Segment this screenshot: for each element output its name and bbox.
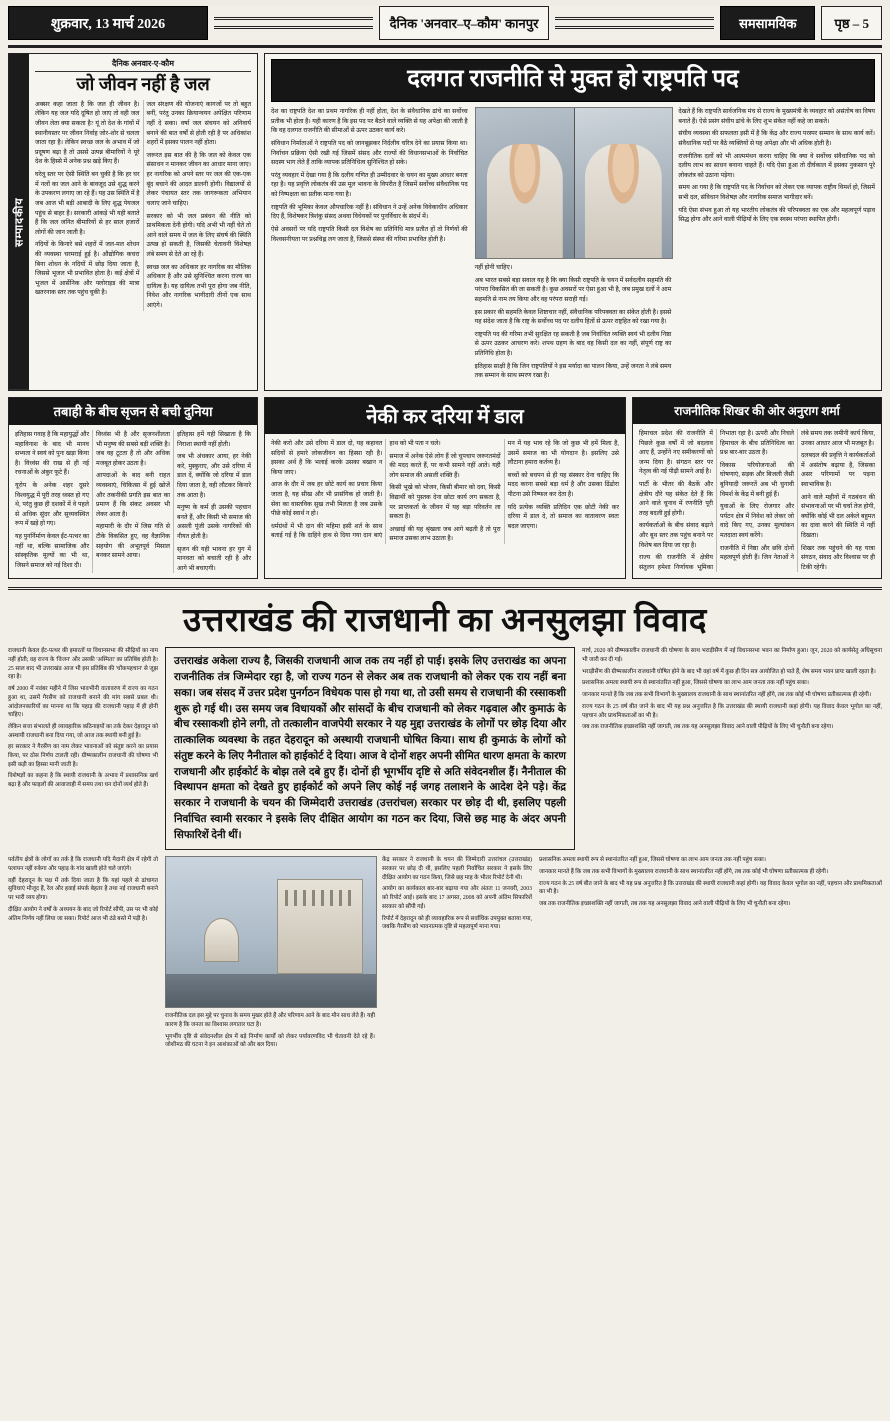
- lead-paragraph: ऐसे अवसरों पर यदि राष्ट्रपति किसी दल विशेष का प्रतिनिधि मात्र प्रतीत हों तो निर्णयों की विश्वसनीयता पर प्रश्नचिह्न लग जाता है, जिससे संस्था की गरिमा प्रभावित होती है।: [271, 225, 468, 243]
- editorial-body: [29, 54, 257, 390]
- article-paragraph: हिमाचल प्रदेश की राजनीति में पिछले कुछ वर्षों में जो बदलाव आए हैं, उन्होंने नए समीकरणों को जन्म दिया है। संगठन स्तर पर नेतृत्व की नई पीढ़ी सामने आई है।: [639, 429, 713, 476]
- article-paragraph: इतिहास हमें यही सिखाता है कि निराशा स्थायी नहीं होती।: [177, 430, 251, 448]
- feature-lower-mid-column: [382, 856, 532, 1053]
- feature-paragraph: पर्वतीय क्षेत्रों के लोगों का तर्क है कि राजधानी यदि मैदानी क्षेत्र में रहेगी तो पलायन नहीं रुकेगा और पहाड़ के गांव खाली होते चले जाएंगे।: [8, 857, 158, 873]
- article-paragraph: सृजन की यही भावना हर युग में मानवता को बचाती रही है और आगे भी बचाएगी।: [177, 545, 251, 572]
- feature-paragraph: केंद्र सरकार ने राजधानी के चयन की जिम्मेदारी उत्तरांचल (उत्तराखंड) सरकार पर छोड़ दी थी, इसलिए पहली निर्वाचित सरकार ने इसके लिए दीक्षित आयोग का गठन किया, जिसे छह माह के भीतर रिपोर्ट देनी थी।: [382, 857, 532, 881]
- feature-right-column: [582, 647, 882, 850]
- photo-person-left: [476, 108, 575, 258]
- lead-paragraph: नहीं होनी चाहिए।: [474, 264, 513, 272]
- article-text-disaster: [9, 425, 257, 574]
- top-zone: [8, 53, 882, 391]
- lead-paragraph: संघीय व्यवस्था की सफलता इसी में है कि केंद्र और राज्य परस्पर सम्मान के साथ कार्य करें। संवैधानिक पदों पर बैठे व्यक्तियों से यह अपेक्षा और भी अधिक होती है।: [678, 130, 876, 148]
- feature-lower-left-column: [8, 856, 158, 1053]
- article-paragraph: मन में यह भाव रहे कि जो कुछ भी हमें मिला है, उसमें समाज का भी योगदान है। इसलिए उसे लौटाना हमारा कर्तव्य है।: [507, 439, 619, 467]
- feature-paragraph: जानकार मानते हैं कि जब तक सभी विभागों के मुख्यालय राजधानी के साथ स्थानांतरित नहीं होंगे, तब तक कोई भी घोषणा प्रतीकात्मक ही रहेगी।: [539, 869, 829, 876]
- feature-paragraph: राज्य गठन के 25 वर्ष बीत जाने के बाद भी यह प्रश्न अनुत्तरित है कि उत्तराखंड की स्थायी राजधानी कहां होगी। यह विवाद केवल भूगोल का नहीं, पहचान और प्राथमिकताओं का भी है।: [539, 880, 882, 896]
- masthead-section: समसामयिक: [720, 6, 815, 40]
- masthead-page-number: पृष्ठ – 5: [821, 6, 882, 40]
- feature-paragraph: दीक्षित आयोग ने वर्षों के अध्ययन के बाद जो रिपोर्ट सौंपी, उस पर भी कोई अंतिम निर्णय नहीं लिया जा सका। रिपोर्ट आज भी ठंडे बस्ते में पड़ी है।: [8, 906, 158, 922]
- lead-paragraph: अब भारत सबसे बड़ा सवाल यह है कि क्या किसी राष्ट्रपति के चयन में सर्वदलीय सहमति की परंपरा विकसित की जा सकती है। कुछ अवसरों पर ऐसा हुआ भी है, जब प्रमुख दलों ने आम सहमति से नाम तय किया और वह परंपरा सराही गई।: [474, 276, 672, 304]
- article-paragraph: समाज में अनेक ऐसे लोग हैं जो चुपचाप जरूरतमंदों की मदद करते हैं, पर कभी सामने नहीं आते। यही लोग समाज की असली शक्ति हैं।: [389, 452, 501, 479]
- masthead-date: शुक्रवार, 13 मार्च 2026: [8, 6, 208, 40]
- article-box-politics: [632, 397, 882, 580]
- photo-ground: [166, 974, 376, 1007]
- lead-column-2: [475, 107, 672, 384]
- photo-dome: [204, 918, 240, 962]
- article-box-disaster: [8, 397, 258, 580]
- lead-paragraph: देश का राष्ट्रपति देश का प्रथम नागरिक ही नहीं होता, देश के संवैधानिक ढांचे का सर्वोच्च प्रतीक भी होता है। यही कारण है कि इस पद पर बैठने वाले व्यक्ति से यह अपेक्षा की जाती है कि वह दलगत राजनीति की सीमाओं से ऊपर उठकर कार्य करे।: [271, 108, 468, 135]
- feature-paragraph: लेकिन सत्ता संभालते ही व्यावहारिक कठिनाइयों का तर्क देकर देहरादून को अस्थायी राजधानी बना दिया गया, जो आज तक स्थायी बनी हुई है।: [8, 723, 158, 739]
- feature-lower-right-column: [539, 856, 882, 1053]
- feature-paragraph: राजनीतिक दल इस मुद्दे पर चुनाव के समय मुखर होते हैं और परिणाम आने के बाद मौन साध लेते हैं। यही कारण है कि जनता का विश्वास लगातार घटा है।: [165, 1013, 375, 1029]
- article-paragraph: धर्मग्रंथों में भी दान की महिमा इसी शर्त के साथ बताई गई है कि दाहिने हाथ से दिया गया दान बाएं हाथ को भी पता न चले।: [271, 439, 441, 540]
- editorial-paragraph: घरेलू स्तर पर ऐसी स्थिति बन चुकी है कि हर घर में नलों का जल आने के बावजूद उसे शुद्ध करने के उपकरण लगाए जा रहे हैं। यह उस स्थिति में है जब आज भी बड़ी आबादी के लिए शुद्ध पेयजल पहुंच से बाहर है। सरकारी आंकड़े भी यही बताते हैं कि जल जनित बीमारियों से हर साल हजारों लोगों की जान जाती है।: [35, 171, 140, 236]
- feature-left-column: [8, 647, 158, 850]
- editorial-paragraph: स्वच्छ जल का अधिकार हर नागरिक का मौलिक अधिकार है और उसे सुनिश्चित करना राज्य का दायित्व है। यह दायित्व तभी पूरा होगा जब नीति, निवेश और नागरिक भागीदारी तीनों एक साथ आएंगे।: [146, 263, 251, 309]
- article-title-disaster: तबाही के बीच सृजन से बची दुनिया: [9, 398, 257, 425]
- article-paragraph: यूरोप के अनेक शहर दूसरे विश्वयुद्ध में पूरी तरह ध्वस्त हो गए थे, परंतु कुछ ही दशकों में वे पहले से अधिक सुंदर और सुव्यवस्थित रूप में खड़े हो गए।: [15, 481, 89, 528]
- article-paragraph: विकास परियोजनाओं की घोषणाएं, सड़क और बिजली जैसी बुनियादी जरूरतें अब भी चुनावी विमर्श के केंद्र में बनी हुई हैं।: [720, 461, 794, 498]
- article-paragraph: पार्टी के भीतर की बैठकें और क्षेत्रीय दौरे यह संकेत देते हैं कि आने वाले चुनाव में रणनीति पूरी तरह बदली हुई होगी।: [639, 480, 713, 517]
- article-text-politics: [633, 424, 881, 573]
- photo-building: [277, 879, 363, 974]
- lead-paragraph: इतिहास साक्षी है कि जिन राष्ट्रपतियों ने इस मर्यादा का पालन किया, उन्हें जनता ने लंबे समय तक सम्मान के साथ स्मरण रखा है।: [474, 362, 672, 380]
- feature-photo-column: [165, 856, 375, 1053]
- masthead-divider: [8, 45, 882, 48]
- article-title-neki: नेकी कर दरिया में डाल: [265, 398, 625, 434]
- feature-photo-caption-text: [165, 1012, 375, 1050]
- feature-standfirst: उत्तराखंड अकेला राज्य है, जिसकी राजधानी आज तक तय नहीं हो पाई। इसके लिए उत्तराखंड का अपना राजनीतिक तंत्र जिम्मेदार रहा है, जो राज्य गठन से लेकर अब तक राजधानी को लेकर एक राय नहीं बना सका। जब संसद में उत्तर प्रदेश पुनर्गठन विधेयक पास हो गया था, तो उसी समय से राजधानी की रस्साकशी शुरू हो गई थी। उस समय जब विधायकों और सांसदों के बीच राजधानी को लेकर गढ़वाल और कुमाऊं के बीच रस्साकशी होने लगी, तो तत्कालीन वाजपेयी सरकार ने यह मुद्दा उत्तराखंड के लोगों पर छोड़ दिया और तात्कालिक व्यवस्था के तहत देहरादून को अस्थायी राजधानी घोषित किया। साथ ही कुमाऊं के लोगों को संतुष्ट करने के लिए नैनीताल को हाईकोर्ट दे दिया। आज वे दोनों शहर अपनी सीमित धारण क्षमता के कारण राजधानी और हाईकोर्ट के बोझ तले दबे हुए हैं। दोनों ही भूगर्भीय दृष्टि से अति संवेदनशील हैं। नैनीताल की विस्थापन क्षमता को देखते हुए हाईकोर्ट को अपने लिए कोई नई जगह तलाशने के आदेश देने पड़े। केंद्र सरकार ने राजधानी के चयन की जिम्मेदारी उत्तराखंड (उत्तरांचल) सरकार पर छोड़ दी थी, इसलिए पहली निर्वाचित स्वामी सरकार ने इसके लिए दीक्षित आयोग का गठन कर दिया, जिसे छह माह के अंदर अपनी सिफारिशें देनी थीं।: [165, 647, 575, 850]
- feature-paragraph: विशेषज्ञों का कहना है कि स्थायी राजधानी के अभाव में प्रशासनिक खर्च बढ़ा है और फाइलों की आवाजाही में समय तथा धन दोनों व्यर्थ होते हैं।: [8, 773, 158, 789]
- article-paragraph: युवाओं के लिए रोजगार और पर्यटन क्षेत्र में निवेश को लेकर जो वादे किए गए, उनका मूल्यांकन मतदाता स्वयं करेंगे।: [720, 503, 794, 539]
- feature-paragraph: वर्ष 2000 में नवंबर महीने में जिस भावभीनी वातावरण में राज्य का गठन हुआ था, उसमें गैरसैंण को राजधानी बनाने की मांग सबसे प्रबल थी। आंदोलनकारियों का मानना था कि पहाड़ की राजधानी पहाड़ में ही होनी चाहिए।: [8, 686, 158, 719]
- feature-paragraph: प्रशासनिक अमला स्थायी रूप से स्थानांतरित नहीं हुआ, जिससे घोषणा का लाभ आम जनता तक नहीं पहुंच सका।: [539, 857, 766, 864]
- lead-paragraph: राष्ट्रपति की भूमिका केवल औपचारिक नहीं है। संविधान ने उन्हें अनेक विवेकाधीन अधिकार दिए हैं, विशेषकर त्रिशंकु संसद अथवा विधेयकों पर पुनर्विचार के संदर्भ में।: [271, 203, 468, 221]
- photo-person-right: [575, 108, 673, 258]
- feature-paragraph: आयोग का कार्यकाल बार-बार बढ़ाया गया और अंततः 11 जनवरी, 2003 को रिपोर्ट आई। इसके बाद 17 अगस्त, 2008 को अपनी अंतिम सिफारिशें सरकार को सौंपी गईं।: [382, 886, 532, 910]
- masthead: [8, 6, 882, 40]
- article-paragraph: इतिहास गवाह है कि महायुद्धों और महाविनाश के बाद भी मानव सभ्यता ने स्वयं को पुनः खड़ा किया है। विध्वंस की राख से ही नई रचनाओं के अंकुर फूटे हैं।: [15, 430, 90, 477]
- feature-bottom-grid: [8, 856, 882, 1053]
- editorial-paragraph: सरकार को भी जल प्रबंधन की नीति को प्राथमिकता देनी होगी। यदि अभी भी नहीं चेते तो आने वाले समय में जल के लिए संघर्ष की स्थिति उत्पन्न हो सकती है, जिसकी चेतावनी विशेषज्ञ लंबे समय से देते आ रहे हैं।: [146, 212, 251, 258]
- lead-paragraph: देखते हैं कि राष्ट्रपति सार्वजनिक मंच से राज्य के मुख्यमंत्री के व्यवहार को असंतोष का विषय बनाते हैं। ऐसे प्रसंग संघीय ढांचे के लिए शुभ संकेत नहीं कहे जा सकते।: [678, 108, 876, 125]
- article-paragraph: शिखर तक पहुंचने की यह यात्रा संगठन, संवाद और विश्वास पर ही टिकी रहेगी।: [801, 544, 875, 571]
- lead-paragraph: संविधान निर्माताओं ने राष्ट्रपति पद को जानबूझकर निर्दलीय चरित्र देने का प्रयास किया था। निर्वाचन प्रक्रिया ऐसी रखी गई जिसमें संसद और राज्यों की विधानसभाओं के निर्वाचित सदस्य भाग लेते हैं ताकि व्यापक प्रतिनिधित्व सुनिश्चित हो सके।: [271, 140, 468, 167]
- article-paragraph: यदि प्रत्येक व्यक्ति प्रतिदिन एक छोटी नेकी कर दरिया में डाल दे, तो समाज का वातावरण स्वतः बदल जाएगा।: [507, 503, 619, 530]
- feature-paragraph: मार्च, 2020 को ग्रीष्मकालीन राजधानी की घोषणा के साथ भराड़ीसैंण में नई विधानसभा भवन का निर्माण हुआ। जून, 2020 को कार्यसेतु अधिसूचना भी जारी कर दी गई।: [582, 648, 882, 664]
- feature-paragraph: भराड़ीसैंण की ग्रीष्मकालीन राजधानी घोषित होने के बाद भी वहां वर्ष में कुछ ही दिन सत्र आयोजित हो पाते हैं, शेष समय भवन प्रायः खाली रहता है।: [582, 668, 876, 675]
- article-title-politics: राजनीतिक शिखर की ओर अनुराग शर्मा: [633, 398, 881, 424]
- feature-paragraph: प्रशासनिक अमला स्थायी रूप से स्थानांतरित नहीं हुआ, जिससे घोषणा का लाभ आम जनता तक नहीं पहुंच सका।: [582, 680, 809, 687]
- article-paragraph: किसी भूखे को भोजन, किसी बीमार को दवा, किसी विद्यार्थी को पुस्तक देना छोटा कार्य लग सकता है, पर प्राप्तकर्ता के जीवन में यह बड़ा परिवर्तन ला सकता है।: [389, 484, 501, 521]
- article-paragraph: राज्य की राजनीति में क्षेत्रीय संतुलन हमेशा निर्णायक भूमिका निभाता रहा है। ऊपरी और निचले हिमाचल के बीच प्रतिनिधित्व का प्रश्न बार-बार उठता है।: [639, 429, 794, 571]
- lead-paragraph: यदि ऐसा संभव हुआ तो यह भारतीय लोकतंत्र की परिपक्वता का एक और महत्वपूर्ण पड़ाव सिद्ध होगा और आने वाली पीढ़ियों के लिए एक स्वस्थ परंपरा स्थापित होगी।: [678, 206, 876, 224]
- feature-paragraph: राजधानी केवल ईंट-पत्थर की इमारतों या विधानसभा की सीढ़ियों का नाम नहीं होती; वह राज्य के 'विजन' और उसकी 'अस्मिता' का प्रतिबिंब होती है। 25 साल बाद भी उत्तराखंड आज भी इस प्रतिबिंब की 'धोंकपहचान' से जूझ रहा है।: [8, 648, 158, 681]
- article-paragraph: यह पुनर्निर्माण केवल ईंट-पत्थर का नहीं था, बल्कि सामाजिक और सांस्कृतिक मूल्यों का भी था, जिसने समाज को नई दिशा दी।: [15, 532, 89, 569]
- article-paragraph: आपदाओं के बाद बनी राहत व्यवस्थाएं, चिकित्सा में हुई खोजें और तकनीकी प्रगति इस बात का प्रमाण हैं कि संकट अवसर भी लेकर आता है।: [96, 472, 170, 518]
- article-paragraph: अच्छाई की यह श्रृंखला जब आगे बढ़ती है तो पूरा समाज उसका लाभ उठाता है।: [389, 525, 501, 543]
- feature-paragraph: भूगर्भीय दृष्टि से संवेदनशील क्षेत्र में बड़े निर्माण कार्यों को लेकर पर्यावरणविद भी चेतावनी देते रहे हैं। जोशीमठ की घटना ने इन आशंकाओं को और बल दिया।: [165, 1033, 375, 1049]
- article-paragraph: महामारी के दौर में जिस गति से टीके विकसित हुए, वह वैज्ञानिक सहयोग की अभूतपूर्व मिसाल बनकर सामने आया।: [96, 523, 170, 560]
- feature-paragraph: हर सरकार ने गैरसैंण का नाम लेकर भावनाओं को संतुष्ट करने का प्रयास किया, पर ठोस निर्णय टालती रही। ग्रीष्मकालीन राजधानी की घोषणा भी इसी कड़ी का हिस्सा मानी जाती है।: [8, 744, 158, 768]
- lead-body: [271, 107, 875, 384]
- masthead-rule-left: [214, 17, 373, 29]
- article-paragraph: आने वाले महीनों में गठबंधन की संभावनाओं पर भी चर्चा तेज होगी, क्योंकि कोई भी दल अकेले बहुमत का दावा करने की स्थिति में नहीं दिखता।: [801, 493, 875, 539]
- editorial-paragraph: अक्सर कहा जाता है कि जल ही जीवन है। लेकिन यह जल यदि दूषित हो जाए तो वही जल जीवन लेता क्या सकता है? यूं तो देश के गांवों में स्थानीयस्तर पर जीवन निर्वाह जोर-शोर से चलता जाता रहा है। लेकिन स्वच्छ जल के अभाव में जो प्रदूषण बढ़ा है तो उससे उत्पन्न बीमारियों ने पूरे देश के हिस्से में अनेक प्रश्न खड़े किए हैं।: [35, 100, 140, 166]
- lead-column-3: [678, 107, 875, 384]
- editorial-headline: जो जीवन नहीं है जल: [76, 74, 210, 94]
- lead-article: [264, 53, 882, 391]
- feature-standfirst-wrap: [165, 647, 575, 850]
- feature-paragraph: रिपोर्ट में देहरादून को ही व्यावहारिक रूप से सर्वाधिक उपयुक्त बताया गया, जबकि गैरसैंण को भावनात्मक दृष्टि से महत्वपूर्ण माना गया।: [382, 915, 532, 931]
- article-paragraph: मनुष्य के कर्म ही उसकी पहचान बनते हैं, और किसी भी समाज की असली पूंजी उसके नागरिकों की नीयत होती है।: [177, 504, 251, 540]
- editorial-paragraph: जल संरक्षण की योजनाएं कागजों पर तो बहुत बनीं, परंतु उनका क्रियान्वयन अपेक्षित परिणाम नहीं दे सका। वर्षा जल संचयन को अनिवार्य बनाने की बात वर्षों से होती रही है पर अधिकांश शहरों में इसका पालन नहीं होता।: [146, 100, 251, 147]
- editorial-text: [35, 100, 251, 311]
- editorial-box: [8, 53, 258, 391]
- article-paragraph: कार्यकर्ताओं के बीच संवाद बढ़ाने और बूथ स्तर तक पहुंच बनाने पर विशेष बल दिया जा रहा है।: [639, 522, 713, 549]
- lead-paragraph: राजनीतिक दलों को भी आत्ममंथन करना चाहिए कि क्या वे सर्वोच्च संवैधानिक पद को दलीय लाभ का साधन बनाना चाहते हैं। यदि ऐसा हुआ तो दीर्घकाल में इसका नुकसान पूरे लोकतंत्र को उठाना पड़ेगा।: [678, 152, 876, 179]
- newspaper-page: [0, 6, 890, 1421]
- editorial-kicker: दैनिक अनवार-ए-कौम: [35, 58, 251, 72]
- feature-paragraph: जानकार मानते हैं कि जब तक सभी विभागों के मुख्यालय राजधानी के साथ स्थानांतरित नहीं होंगे, तब तक कोई भी घोषणा प्रतीकात्मक ही रहेगी।: [582, 692, 872, 699]
- middle-zone: [8, 397, 882, 580]
- masthead-rule-right: [555, 17, 714, 29]
- feature-paragraph: वहीं देहरादून के पक्ष में तर्क दिया जाता है कि यहां पहले से ढांचागत सुविधाएं मौजूद हैं, रेल और हवाई संपर्क बेहतर है तथा नई राजधानी बनाने पर भारी व्यय होगा।: [8, 877, 158, 902]
- article-paragraph: जब भी अंधकार आया, हर नेकी करे, मुस्कुराए, और उसे दरिया में डाल दें, क्योंकि जो दरिया में डाल दिया जाता है, वही लौटकर किनारे तक आता है।: [177, 453, 251, 499]
- feature-top-grid: [8, 647, 882, 850]
- article-paragraph: नेकी करो और उसे दरिया में डाल दो, यह कहावत सदियों से हमारे लोकजीवन का हिस्सा रही है। इसका अर्थ है कि भलाई करके उसका बखान न किया जाए।: [271, 439, 383, 476]
- article-paragraph: राजनीति में निष्ठा और छवि दोनों महत्वपूर्ण होती हैं। जिन नेताओं ने लंबे समय तक जमीनी कार्य किया, उनका आधार आज भी मजबूत है।: [720, 429, 875, 562]
- article-text-neki: [265, 434, 625, 544]
- lead-photo: [475, 107, 674, 259]
- feature-paragraph: जब तक राजनीतिक इच्छाशक्ति नहीं जागती, तब तक यह अनसुलझा विवाद आने वाली पीढ़ियों के लिए भी चुनौती बना रहेगा।: [582, 724, 834, 731]
- lead-paragraph: राष्ट्रपति पद की गरिमा तभी सुरक्षित रह सकती है जब निर्वाचित व्यक्ति स्वयं भी दलीय निष्ठा से ऊपर उठकर आचरण करे। शपथ ग्रहण के बाद वह किसी दल का नहीं, संपूर्ण राष्ट्र का प्रतिनिधि होता है।: [474, 330, 672, 358]
- article-paragraph: दलबदल की प्रवृत्ति ने कार्यकर्ताओं में असंतोष बढ़ाया है, जिसका असर परिणामों पर पड़ना स्वाभाविक है।: [801, 452, 875, 488]
- article-paragraph: आज के दौर में जब हर छोटे कार्य का प्रचार किया जाता है, यह सीख और भी प्रासंगिक हो जाती है। सेवा का वास्तविक सुख तभी मिलता है जब उसके पीछे कोई स्वार्थ न हो।: [271, 481, 383, 518]
- editorial-spine-label: सम्पादकीय: [9, 54, 29, 390]
- feature-photo-secretariat: [165, 856, 377, 1008]
- lead-paragraph: समय आ गया है कि राष्ट्रपति पद के निर्वाचन को लेकर एक व्यापक राष्ट्रीय विमर्श हो, जिसमें सभी दल, संविधान विशेषज्ञ और नागरिक समाज भागीदार बनें।: [678, 184, 876, 202]
- feature-article: [8, 587, 882, 1053]
- feature-paragraph: जब तक राजनीतिक इच्छाशक्ति नहीं जागती, तब तक यह अनसुलझा विवाद आने वाली पीढ़ियों के लिए भी चुनौती बना रहेगा।: [539, 901, 791, 908]
- feature-paragraph: राज्य गठन के 25 वर्ष बीत जाने के बाद भी यह प्रश्न अनुत्तरित है कि उत्तराखंड की स्थायी राजधानी कहां होगी। यह विवाद केवल भूगोल का नहीं, पहचान और प्राथमिकताओं का भी है।: [582, 703, 882, 719]
- lead-headline: दलगत राजनीति से मुक्त हो राष्ट्रपति पद: [271, 59, 875, 102]
- lead-paragraph: इस प्रकार की सहमति केवल शिष्टाचार नहीं, संवैधानिक परिपक्वता का संकेत होती है। इससे यह संदेश जाता है कि राष्ट्र के सर्वोच्च पद पर दलीय हितों से ऊपर राष्ट्रहित को रखा गया है।: [474, 308, 672, 326]
- lead-paragraph: परंतु व्यवहार में देखा गया है कि दलीय गणित ही उम्मीदवार के चयन का मुख्य आधार बनता रहा है। यह प्रवृत्ति लोकतंत्र की उस मूल भावना के विपरीत है जिसमें सर्वोच्च संवैधानिक पद को निष्पक्षता का प्रतीक माना गया है।: [271, 171, 468, 199]
- editorial-paragraph: जरूरत इस बात की है कि जल को केवल एक संसाधन न मानकर जीवन का आधार माना जाए। हर नागरिक को अपने स्तर पर जल की एक-एक बूंद बचाने की आदत डालनी होगी। विद्यालयों से लेकर पंचायत स्तर तक जागरूकता अभियान चलाए जाने चाहिए।: [146, 151, 251, 207]
- lead-column-1: [271, 107, 468, 384]
- article-paragraph: विध्वंस भी है और सृजनशीलता भी मनुष्य की सबसे बड़ी शक्ति है। जब वह टूटता है तो और अधिक मजबूत होकर उठता है।: [96, 430, 170, 467]
- editorial-paragraph: नदियों के किनारे बसे शहरों में जल-मल शोधन की व्यवस्था चरमराई हुई है। औद्योगिक कचरा बिना शोधन के नदियों में छोड़ दिया जाता है, जिससे भूजल भी प्रभावित होता है। कई क्षेत्रों में भूजल में आर्सेनिक और फ्लोराइड की मात्रा खतरनाक स्तर तक पहुंच चुकी है।: [35, 241, 140, 297]
- masthead-paper-name: दैनिक 'अनवार–ए–कौम' कानपुर: [379, 6, 550, 40]
- article-paragraph: बच्चों को बचपन से ही यह संस्कार देना चाहिए कि मदद करना सबसे बड़ा धर्म है और उसका ढिंढोरा पीटना उसे निष्फल कर देता है।: [507, 471, 619, 498]
- article-box-neki: [264, 397, 626, 580]
- feature-title: उत्तराखंड की राजधानी का अनसुलझा विवाद: [183, 603, 707, 640]
